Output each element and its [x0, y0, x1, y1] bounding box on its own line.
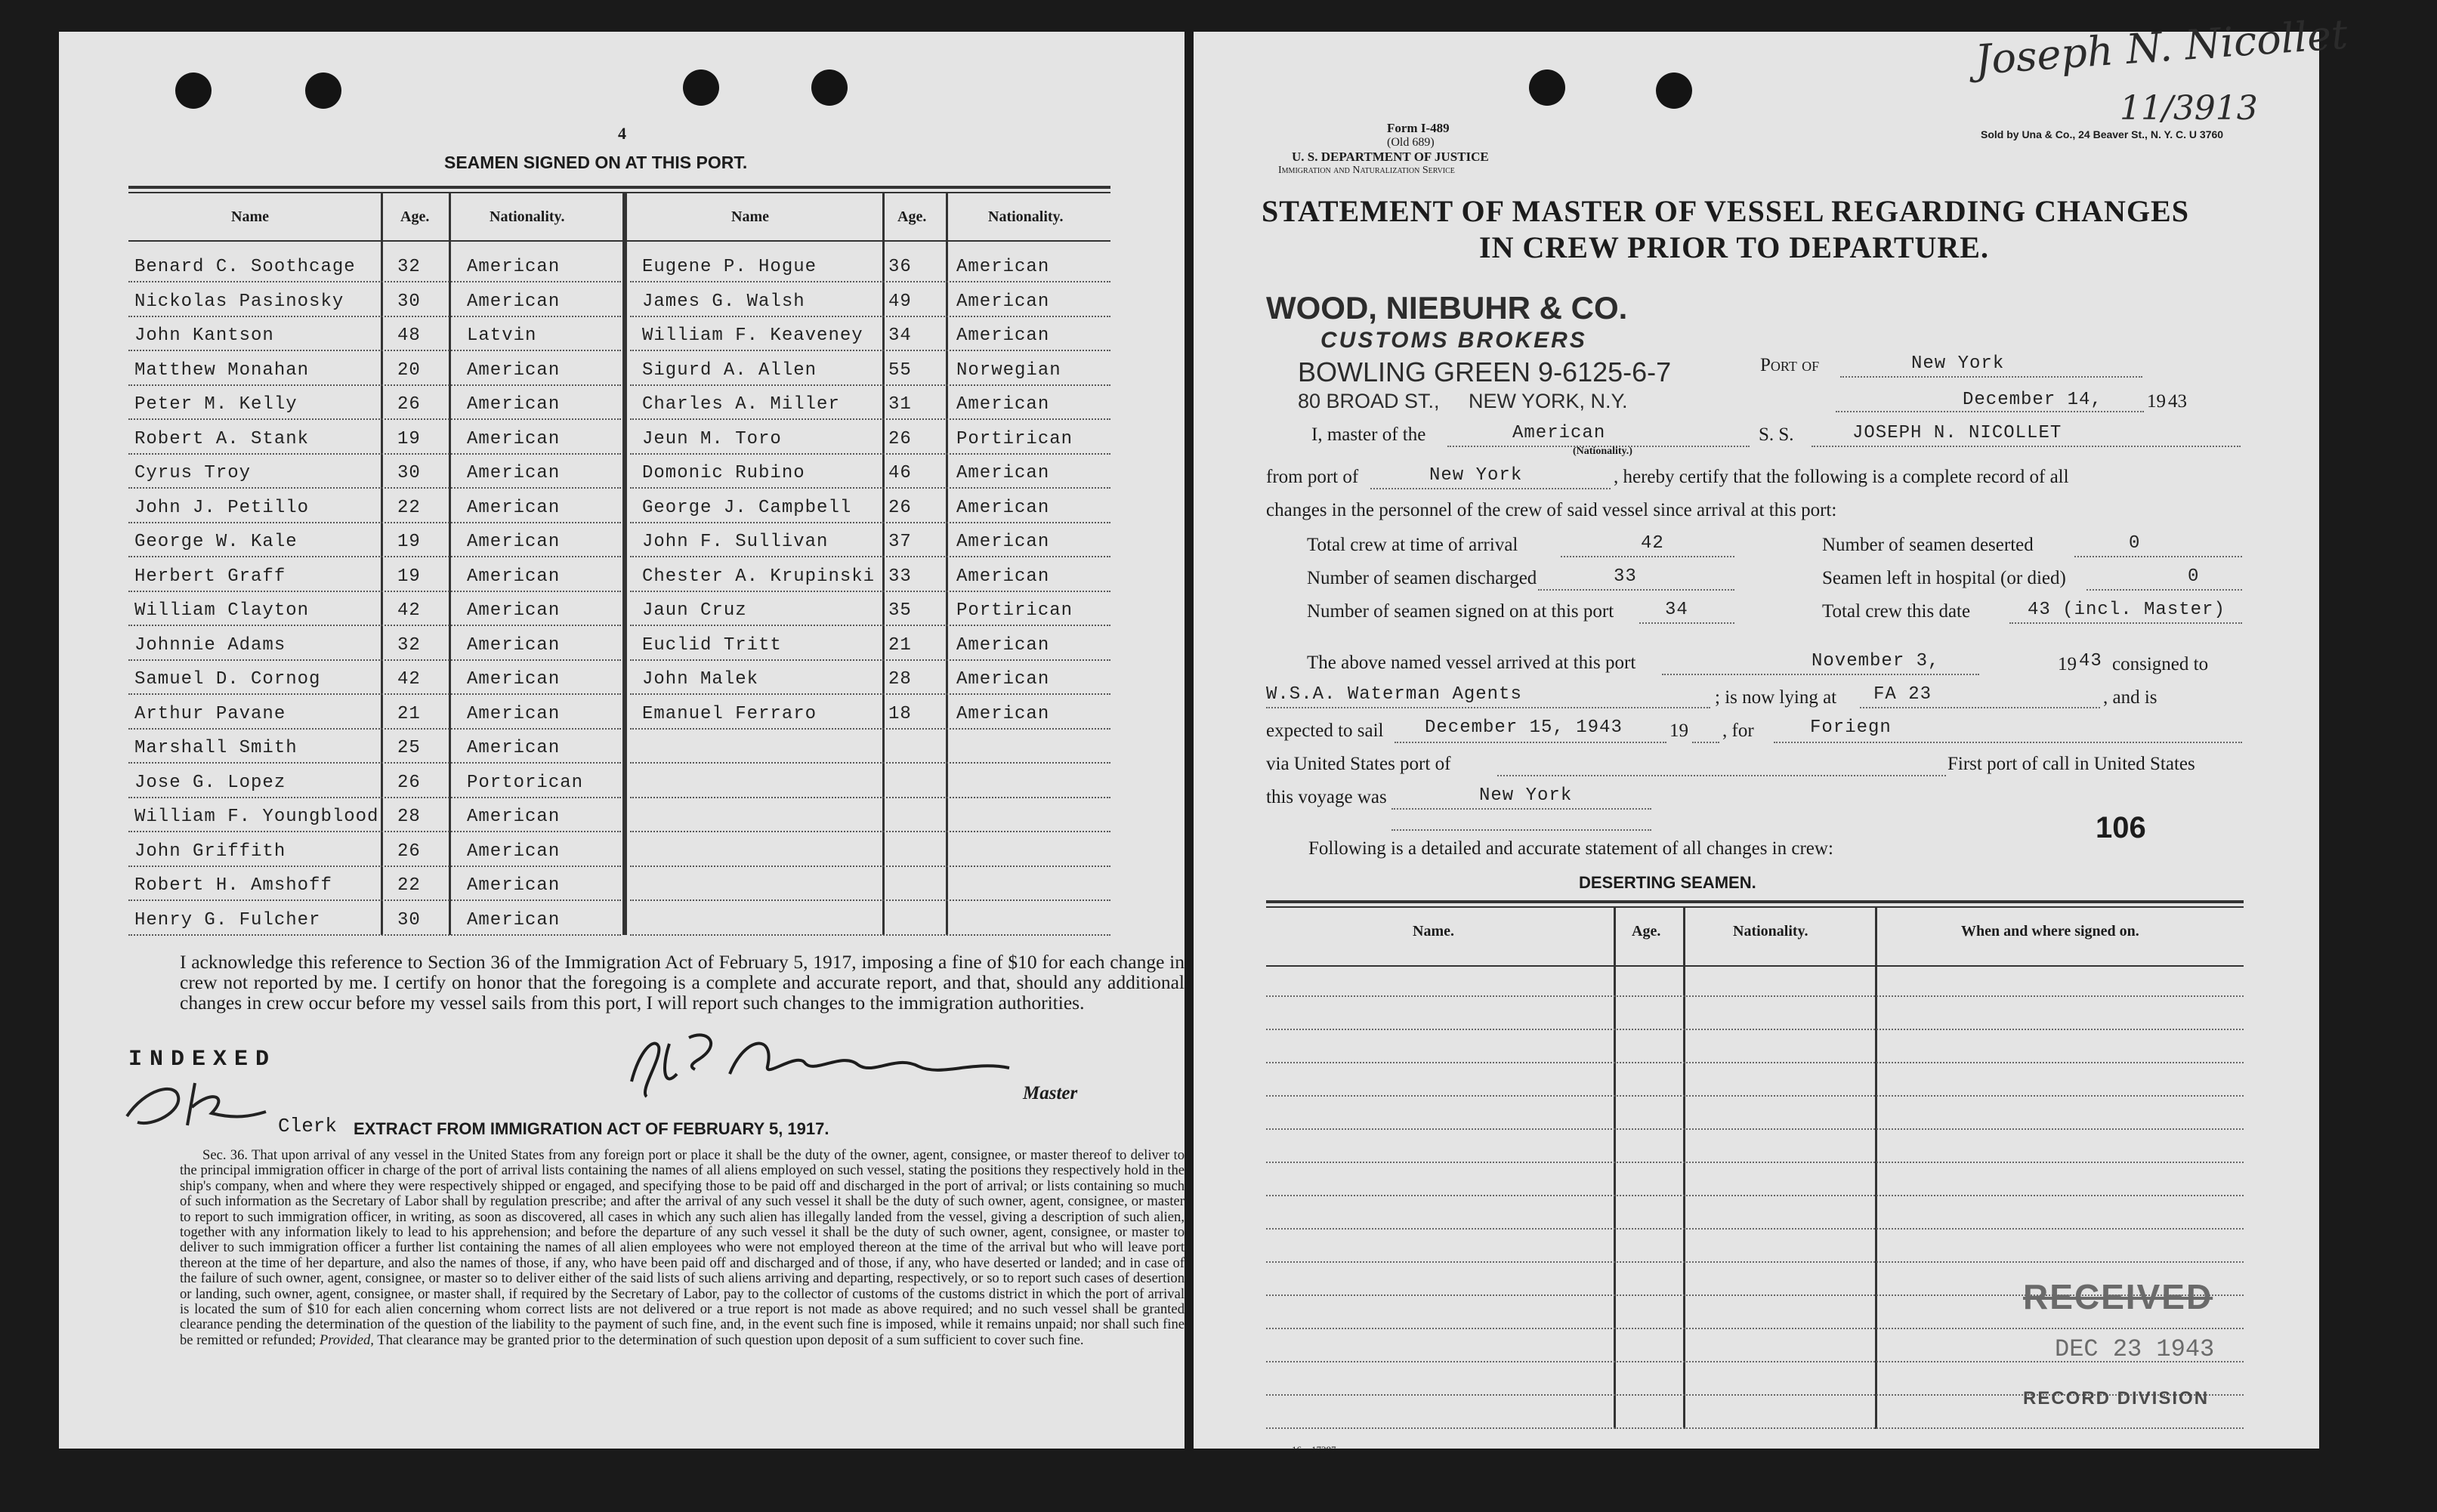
received-date: DEC 23 1943	[2055, 1335, 2215, 1363]
col-header-name: Name	[731, 208, 769, 225]
statute-text	[180, 1148, 1185, 1348]
ship-name: JOSEPH N. NICOLLET	[1852, 423, 2062, 443]
seaman-nationality: American	[467, 428, 561, 449]
seaman-name: Matthew Monahan	[134, 359, 310, 381]
row-rule	[128, 453, 621, 455]
seaman-name: Samuel D. Cornog	[134, 669, 321, 690]
total-crew-date-label: Total crew this date	[1822, 601, 1971, 622]
fill-line	[1812, 446, 2241, 447]
seaman-age: 26	[397, 841, 421, 862]
from-port-value: New York	[1429, 465, 1523, 486]
total-crew-date-value: 43 (incl. Master)	[2028, 600, 2225, 620]
row-rule	[128, 728, 621, 730]
from-port-label: from port of	[1266, 467, 1359, 487]
seaman-name: John Malek	[642, 669, 759, 690]
col-header-name: Name	[231, 208, 269, 225]
desert-row-rule	[1266, 1228, 2244, 1230]
desert-row-rule	[1266, 1128, 2244, 1130]
statute-tail: That clearance may be granted prior to the determination of such question upon deposit of a sum sufficient to cover such fine.	[377, 1331, 1084, 1348]
row-rule	[128, 797, 621, 798]
row-rule	[128, 350, 621, 351]
desert-row-rule	[1266, 995, 2244, 997]
form-title-line1: STATEMENT OF MASTER OF VESSEL REGARDING CHANGES	[1262, 194, 2189, 228]
punch-hole	[1529, 69, 1565, 106]
seaman-nationality: American	[956, 394, 1050, 415]
page-number: 4	[618, 124, 626, 143]
seaman-age: 28	[888, 669, 912, 690]
seaman-name: Robert H. Amshoff	[134, 875, 332, 896]
row-rule	[630, 659, 1110, 661]
seaman-nationality: American	[956, 257, 1050, 277]
fill-line	[1840, 376, 2142, 378]
seaman-name: Marshall Smith	[134, 738, 298, 758]
broker-stamp-name: WOOD, NIEBUHR & CO.	[1266, 290, 1628, 326]
col-divider	[381, 193, 383, 935]
seaman-name: Jaun Cruz	[642, 600, 747, 621]
seaman-age: 32	[397, 634, 421, 656]
seaman-age: 21	[888, 634, 912, 656]
seaman-nationality: American	[956, 703, 1050, 724]
seaman-name: Jose G. Lopez	[134, 772, 286, 793]
total-crew-arrival-label: Total crew at time of arrival	[1307, 535, 1518, 555]
seaman-age: 35	[888, 600, 912, 621]
handwritten-annotation	[1961, 10, 2349, 130]
seaman-name: Emanuel Ferraro	[642, 703, 817, 724]
footer-code: 16—17387	[1292, 1444, 1336, 1455]
seaman-age: 25	[397, 738, 421, 758]
col-divider	[882, 193, 885, 935]
row-rule	[128, 899, 621, 901]
seaman-age: 21	[397, 703, 421, 724]
seaman-nationality: American	[956, 669, 1050, 690]
expected-label: expected to sail	[1266, 721, 1384, 741]
row-rule	[630, 934, 1110, 936]
seaman-nationality: American	[956, 291, 1050, 312]
row-rule	[630, 899, 1110, 901]
seaman-age: 36	[888, 257, 912, 277]
clerk-initials	[122, 1074, 304, 1134]
punch-hole	[175, 73, 212, 109]
section-title: SEAMEN SIGNED ON AT THIS PORT.	[444, 153, 748, 172]
desert-row-rule	[1266, 1029, 2244, 1030]
row-rule	[630, 762, 1110, 764]
seaman-nationality: Latvin	[467, 326, 537, 346]
seaman-nationality: Portirican	[956, 600, 1073, 621]
row-rule	[128, 762, 621, 764]
seaman-age: 34	[888, 326, 912, 346]
arrived-value: November 3,	[1812, 651, 1940, 671]
seaman-nationality: American	[467, 875, 561, 896]
punch-hole	[1656, 73, 1692, 109]
hospital-value: 0	[2188, 566, 2200, 587]
fill-line	[1639, 622, 1734, 624]
seaman-name: Herbert Graff	[134, 566, 286, 587]
acknowledgement-text: I acknowledge this reference to Section 36 of the Immigration Act of February 5, 1917, imposing a fine of $10 for each change in crew not reported by me. I certify on honor that the foregoing is a complete and accurate report, and that, should any additional changes in crew occur before my vessel sails from this port, I will report such changes to the immigration authorities.	[180, 951, 1185, 1014]
seaman-name: Eugene P. Hogue	[642, 257, 817, 277]
seaman-age: 30	[397, 463, 421, 483]
fill-line	[1836, 411, 2144, 412]
seaman-name: Johnnie Adams	[134, 634, 286, 656]
seaman-age: 26	[888, 428, 912, 449]
row-rule	[128, 866, 621, 867]
expected-value: December 15, 1943	[1425, 717, 1623, 738]
nationality-caption: (Nationality.)	[1573, 446, 1632, 457]
row-rule	[630, 591, 1110, 592]
desert-col-name: Name.	[1413, 923, 1454, 940]
seaman-age: 26	[397, 394, 421, 415]
seaman-age: 22	[397, 875, 421, 896]
row-rule	[630, 281, 1110, 282]
seaman-nationality: American	[467, 359, 561, 381]
row-rule	[630, 453, 1110, 455]
seaman-name: Domonic Rubino	[642, 463, 805, 483]
port-of-value: New York	[1911, 353, 2005, 374]
fill-line	[1561, 556, 1734, 557]
fill-line	[1692, 742, 1719, 743]
port-of-label: Port of	[1760, 355, 1820, 375]
number-stamp: 106	[2096, 811, 2146, 844]
seaman-name: James G. Walsh	[642, 291, 805, 312]
seaman-name: Nickolas Pasinosky	[134, 291, 344, 312]
desert-col-nationality: Nationality.	[1733, 923, 1808, 940]
consigned-label: consigned to	[2112, 654, 2209, 674]
row-rule	[630, 316, 1110, 317]
desert-table-top	[1266, 906, 2244, 908]
seaman-nationality: American	[467, 738, 561, 758]
desert-col-signed-on: When and where signed on.	[1961, 923, 2139, 940]
voyage-value: New York	[1479, 785, 1573, 806]
row-rule	[630, 866, 1110, 867]
table-top-rule	[128, 186, 1110, 189]
seaman-name: Euclid Tritt	[642, 634, 782, 656]
seaman-name: Robert A. Stank	[134, 428, 310, 449]
seaman-age: 42	[397, 669, 421, 690]
desert-row-rule	[1266, 1195, 2244, 1196]
seaman-name: William Clayton	[134, 600, 310, 621]
row-rule	[630, 728, 1110, 730]
seaman-age: 49	[888, 291, 912, 312]
extract-title: EXTRACT FROM IMMIGRATION ACT OF FEBRUARY 5, 1917.	[354, 1119, 829, 1138]
seaman-nationality: American	[467, 703, 561, 724]
seaman-name: Charles A. Miller	[642, 394, 840, 415]
row-rule	[128, 316, 621, 317]
clerk-label: Clerk	[278, 1115, 338, 1137]
seaman-age: 22	[397, 497, 421, 518]
seaman-nationality: American	[467, 257, 561, 277]
fill-line	[2009, 622, 2242, 624]
seaman-age: 28	[397, 807, 421, 827]
record-division-stamp: RECORD DIVISION	[2023, 1388, 2210, 1409]
seaman-nationality: American	[467, 566, 561, 587]
master-of-label: I, master of the	[1311, 424, 1426, 445]
master-label: Master	[1023, 1083, 1078, 1103]
discharged-label: Number of seamen discharged	[1307, 568, 1537, 588]
fill-line	[1391, 808, 1651, 810]
handwritten-ship-name: Joseph N. Nicollet	[1973, 10, 2349, 84]
seaman-age: 18	[888, 703, 912, 724]
received-stamp: RECEIVED	[2023, 1277, 2213, 1316]
signed-on-label: Number of seamen signed on at this port	[1307, 601, 1614, 622]
seaman-age: 31	[888, 394, 912, 415]
fill-line	[1538, 589, 1734, 591]
statute-body: That upon arrival of any vessel in the United States from any foreign port or place it shall be the duty of the owner, agent, consignee, or master thereof to deliver to the principal immigration officer in charge of the port of arrival lists containing the names of all aliens employed on such vessel, stating the positions they respectively hold in the ship's company, when and where they were respectively shipped or engaged, and specifying those to be paid off and discharged in the port of arrival; or lists containing so much of such information as the Secretary of Labor shall by regulation prescribe; and after the arrival of any such vessel it shall be the duty of such owner, agent, consignee, or master to report to such immigration officer, in writing, as soon as discovered, all cases in which any such alien has illegally landed from the vessel, giving a description of such alien, together with any information likely to lead to his apprehension; and before the departure of any such vessel it shall be the duty of such owner, agent, consignee, or master to deliver to such immigration officer a further list containing the names of all alien employees who were not employed thereon at the time of the arrival but who will leave port thereon at the time of her departure, and also the names of those, if any, who have been paid off and discharged and of those, if any, who have deserted or landed; and in case of the failure of such owner, agent, consignee, or master so to deliver either of the said lists of such aliens arriving and departing, respectively, or so to report such cases of desertion or landing, such owner, agent, consignee, or master shall, if required by the Secretary of Labor, pay to the collector of customs of the customs district in which the port of arrival is located the sum of $10 for each alien concerning whom correct lists are not delivered or a true report is not made as above required; and no such vessel shall be granted clearance pending the determination of the question of the liability to the payment of such fine, and, in the event such fine is imposed, while it remains unpaid; nor shall such fine be remitted or refunded;	[180, 1147, 1185, 1348]
fill-line	[1497, 775, 1946, 776]
seaman-age: 30	[397, 291, 421, 312]
nationality-value: American	[1512, 423, 1606, 443]
row-rule	[630, 625, 1110, 626]
seaman-nationality: American	[467, 669, 561, 690]
seaman-age: 42	[397, 600, 421, 621]
row-rule	[128, 934, 621, 936]
year-value: 43	[2168, 391, 2187, 412]
certify-text: , hereby certify that the following is a complete record of all	[1614, 467, 2069, 487]
seaman-name: Sigurd A. Allen	[642, 359, 817, 381]
desert-row-rule	[1266, 1062, 2244, 1063]
col-divider	[946, 193, 948, 935]
seaman-name: Arthur Pavane	[134, 703, 286, 724]
row-rule	[630, 831, 1110, 832]
col-divider	[622, 193, 627, 935]
total-crew-arrival-value: 42	[1641, 533, 1664, 554]
form-number: Form I-489	[1387, 121, 1450, 135]
broker-stamp-phone: BOWLING GREEN 9-6125-6-7	[1298, 356, 1672, 387]
service-name: Immigration and Naturalization Service	[1278, 165, 1455, 176]
row-rule	[630, 797, 1110, 798]
desert-table-header-rule	[1266, 965, 2244, 967]
table-top-rule	[128, 192, 1110, 193]
fill-line	[1395, 742, 1666, 743]
fill-line	[2086, 589, 2242, 591]
consignee-value: W.S.A. Waterman Agents	[1266, 684, 1522, 705]
col-header-nationality: Nationality.	[490, 208, 565, 225]
first-port-label: First port of call in United States	[1947, 754, 2195, 774]
fill-line	[1860, 707, 2100, 708]
seaman-age: 32	[397, 257, 421, 277]
seaman-nationality: American	[467, 532, 561, 552]
for-value: Foriegn	[1810, 717, 1892, 738]
seaman-name: William F. Keaveney	[642, 326, 863, 346]
desert-row-rule	[1266, 1095, 2244, 1097]
row-rule	[128, 659, 621, 661]
right-page	[1194, 10, 2349, 1455]
seaman-age: 19	[397, 428, 421, 449]
seaman-nationality: American	[467, 909, 561, 930]
seaman-name: John J. Petillo	[134, 497, 310, 518]
seaman-name: John Kantson	[134, 326, 274, 346]
indexed-stamp: INDEXED	[128, 1047, 277, 1072]
seaman-age: 26	[888, 497, 912, 518]
row-rule	[630, 487, 1110, 489]
master-signature	[616, 1021, 1039, 1104]
department: U. S. DEPARTMENT OF JUSTICE	[1292, 150, 1489, 164]
table-header-rule	[128, 240, 1110, 242]
seaman-nationality: American	[467, 841, 561, 862]
seaman-name: Jeun M. Toro	[642, 428, 782, 449]
arrived-year-value: 43	[2079, 651, 2102, 671]
seaman-nationality: American	[467, 463, 561, 483]
row-rule	[630, 556, 1110, 557]
row-rule	[128, 384, 621, 386]
row-rule	[128, 591, 621, 592]
seaman-nationality: American	[467, 394, 561, 415]
seaman-age: 37	[888, 532, 912, 552]
arrived-label: The above named vessel arrived at this port	[1307, 653, 1636, 673]
statute-section: Sec. 36.	[202, 1147, 249, 1163]
lying-value: FA 23	[1873, 684, 1932, 705]
desert-row-rule	[1266, 1328, 2244, 1329]
broker-stamp-role: CUSTOMS BROKERS	[1320, 328, 1587, 353]
seaman-age: 46	[888, 463, 912, 483]
row-rule	[128, 625, 621, 626]
desert-col-age: Age.	[1632, 923, 1661, 940]
and-is-label: , and is	[2103, 687, 2157, 708]
row-rule	[630, 384, 1110, 386]
desert-row-rule	[1266, 1427, 2244, 1429]
row-rule	[128, 693, 621, 695]
row-rule	[128, 281, 621, 282]
seaman-name: Chester A. Krupinski	[642, 566, 876, 587]
sold-by-note: Sold by Una & Co., 24 Beaver St., N. Y. C. U 3760	[1981, 128, 2224, 140]
seaman-name: Benard C. Soothcage	[134, 257, 356, 277]
deserted-label: Number of seamen deserted	[1822, 535, 2034, 555]
row-rule	[128, 556, 621, 557]
fill-line	[1391, 829, 1651, 831]
col-divider	[449, 193, 451, 935]
seaman-age: 48	[397, 326, 421, 346]
changes-text: changes in the personnel of the crew of said vessel since arrival at this port:	[1266, 500, 1837, 520]
row-rule	[128, 487, 621, 489]
fill-line	[1266, 707, 1710, 708]
seaman-nationality: Portorican	[467, 772, 584, 793]
col-header-age: Age.	[400, 208, 430, 225]
seaman-age: 30	[397, 909, 421, 930]
lying-label: ; is now lying at	[1715, 687, 1837, 708]
for-label: , for	[1722, 721, 1754, 741]
fill-line	[2074, 556, 2242, 557]
col-header-age: Age.	[897, 208, 927, 225]
desert-col-divider	[1683, 908, 1685, 1429]
punch-hole	[683, 69, 719, 106]
seaman-nationality: American	[956, 497, 1050, 518]
fill-line	[1662, 674, 1979, 675]
seaman-age: 26	[397, 772, 421, 793]
desert-row-rule	[1266, 1162, 2244, 1163]
seaman-name: John F. Sullivan	[642, 532, 829, 552]
deserted-value: 0	[2129, 533, 2141, 554]
form-title-line2: IN CREW PRIOR TO DEPARTURE.	[1479, 230, 1989, 264]
seaman-nationality: Norwegian	[956, 359, 1061, 381]
seaman-nationality: American	[956, 634, 1050, 656]
date-value: December 14,	[1963, 390, 2102, 410]
discharged-value: 33	[1614, 566, 1637, 587]
seaman-nationality: American	[467, 497, 561, 518]
seaman-name: George J. Campbell	[642, 497, 852, 518]
hospital-label: Seamen left in hospital (or died)	[1822, 568, 2066, 588]
seaman-age: 55	[888, 359, 912, 381]
seaman-name: George W. Kale	[134, 532, 298, 552]
seaman-nationality: American	[956, 566, 1050, 587]
row-rule	[630, 350, 1110, 351]
fill-line	[1774, 742, 2242, 743]
row-rule	[128, 418, 621, 420]
seaman-name: Henry G. Fulcher	[134, 909, 321, 930]
desert-table-top	[1266, 900, 2244, 903]
signed-on-value: 34	[1665, 600, 1688, 620]
row-rule	[630, 522, 1110, 523]
desert-col-divider	[1614, 908, 1616, 1429]
left-page	[59, 32, 1185, 1449]
broker-stamp-city: NEW YORK, N.Y.	[1469, 390, 1628, 412]
seaman-nationality: American	[467, 600, 561, 621]
seaman-age: 20	[397, 359, 421, 381]
seaman-age: 19	[397, 532, 421, 552]
ss-label: S. S.	[1759, 424, 1794, 445]
voyage-label: this voyage was	[1266, 787, 1387, 807]
handwritten-number: 11/3913	[2120, 89, 2258, 128]
punch-hole	[305, 73, 341, 109]
seaman-name: John Griffith	[134, 841, 286, 862]
seaman-nationality: American	[956, 326, 1050, 346]
form-old-number: (Old 689)	[1387, 136, 1435, 149]
row-rule	[128, 831, 621, 832]
seaman-nationality: American	[956, 463, 1050, 483]
seaman-nationality: American	[467, 807, 561, 827]
row-rule	[630, 693, 1110, 695]
seaman-age: 33	[888, 566, 912, 587]
fill-line	[1370, 488, 1611, 489]
via-label: via United States port of	[1266, 754, 1451, 774]
broker-stamp-address: 80 BROAD ST.,	[1298, 390, 1440, 412]
seaman-nationality: American	[956, 532, 1050, 552]
deserting-title: DESERTING SEAMEN.	[1579, 873, 1756, 892]
seaman-age: 19	[397, 566, 421, 587]
col-header-nationality: Nationality.	[988, 208, 1064, 225]
seaman-nationality: American	[467, 634, 561, 656]
row-rule	[630, 418, 1110, 420]
desert-col-divider	[1875, 908, 1877, 1429]
seaman-nationality: American	[467, 291, 561, 312]
following-label: Following is a detailed and accurate statement of all changes in crew:	[1308, 838, 1833, 859]
desert-row-rule	[1266, 1261, 2244, 1263]
seaman-name: William F. Youngblood	[134, 807, 379, 827]
punch-hole	[811, 69, 848, 106]
expected-year-prefix: 19	[1669, 721, 1688, 741]
seaman-name: Peter M. Kelly	[134, 394, 298, 415]
statute-proviso: Provided,	[319, 1331, 374, 1348]
seaman-name: Cyrus Troy	[134, 463, 252, 483]
seaman-nationality: Portirican	[956, 428, 1073, 449]
year-prefix: 19	[2147, 391, 2166, 412]
row-rule	[128, 522, 621, 523]
arrived-year-prefix: 19	[2058, 654, 2077, 674]
